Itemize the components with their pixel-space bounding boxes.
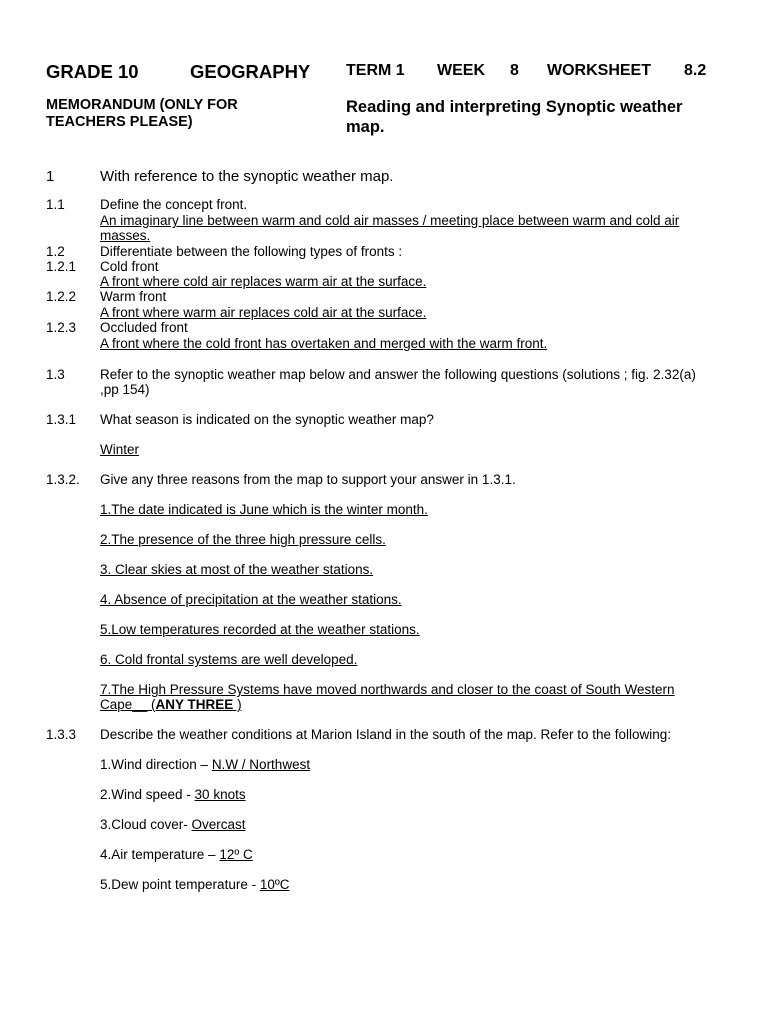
weather-item (100, 757, 310, 772)
term-label: TERM 1 (346, 62, 405, 79)
reason-item: 6. Cold frontal systems are well developed. (100, 652, 358, 667)
reason-item: 1.The date indicated is June which is the winter month. (100, 502, 428, 517)
question-number: 1.3 (46, 367, 65, 382)
grade-label: GRADE 10 (46, 61, 139, 82)
question-text: Cold front (100, 259, 159, 274)
reason-item: 5.Low temperatures recorded at the weather stations. (100, 622, 420, 637)
reason-item (100, 697, 242, 712)
reason-text: Cape__ ( (100, 697, 156, 712)
question-text: With reference to the synoptic weather map. (100, 168, 394, 185)
reason-item: 3. Clear skies at most of the weather stations. (100, 562, 374, 577)
answer-text: A front where warm air replaces cold air at the surface. (100, 305, 427, 320)
question-text: Give any three reasons from the map to support your answer in 1.3.1. (100, 472, 516, 487)
memo-line-1: MEMORANDUM (ONLY FOR (46, 97, 238, 113)
question-number: 1.3.3 (46, 727, 77, 742)
topic-title (346, 97, 682, 137)
worksheet-label: WORKSHEET (547, 62, 651, 79)
answer-text: Winter (100, 442, 140, 457)
weather-item (100, 787, 246, 802)
weather-label: 3.Cloud cover- (100, 817, 192, 832)
question-number: 1 (46, 168, 55, 185)
memorandum-title (46, 97, 238, 131)
reason-item: 4. Absence of precipitation at the weather stations. (100, 592, 402, 607)
question-number: 1.3.2. (46, 472, 80, 487)
weather-value: 12º C (219, 847, 253, 862)
weather-item (100, 847, 253, 862)
question-text: Warm front (100, 289, 167, 304)
answer-text: A front where cold air replaces warm air at the surface. (100, 274, 427, 289)
any-three-note: ANY THREE (155, 697, 234, 712)
question-text: Occluded front (100, 320, 188, 335)
week-label: WEEK (437, 62, 485, 79)
question-text: Define the concept front. (100, 197, 248, 212)
question-text: What season is indicated on the synoptic weather map? (100, 412, 434, 427)
question-number: 1.2 (46, 244, 65, 259)
weather-value: 10ºC (259, 877, 290, 892)
topic-line-2: map. (346, 118, 385, 136)
question-number: 1.2.1 (46, 259, 77, 274)
answer-text: masses. (100, 228, 151, 243)
weather-value: Overcast (191, 817, 246, 832)
weather-label: 4.Air temperature – (100, 847, 220, 862)
reason-item: 2.The presence of the three high pressure cells. (100, 532, 386, 547)
weather-item (100, 877, 290, 892)
question-text: Describe the weather conditions at Marion Island in the south of the map. Refer to the following: (100, 727, 672, 742)
question-text: Differentiate between the following types of fronts : (100, 244, 403, 259)
question-number: 1.3.1 (46, 412, 77, 427)
subject-label: GEOGRAPHY (190, 61, 311, 82)
week-number: 8 (510, 62, 519, 79)
reason-item: 7.The High Pressure Systems have moved northwards and closer to the coast of South Western (100, 682, 675, 697)
weather-value: N.W / Northwest (211, 757, 311, 772)
question-text: Refer to the synoptic weather map below and answer the following questions (solutions ; fig. 2.32(a) (100, 367, 696, 382)
memo-line-2: TEACHERS PLEASE) (46, 114, 193, 130)
question-number: 1.1 (46, 197, 65, 212)
weather-label: 1.Wind direction – (100, 757, 212, 772)
answer-text: An imaginary line between warm and cold air masses / meeting place between warm and cold air (100, 213, 680, 228)
reason-text: ) (233, 697, 242, 712)
weather-label: 2.Wind speed - (100, 787, 195, 802)
question-text: ,pp 154) (100, 382, 150, 397)
topic-line-1: Reading and interpreting Synoptic weather (346, 98, 683, 116)
question-number: 1.2.2 (46, 289, 77, 304)
worksheet-number: 8.2 (684, 62, 707, 79)
question-number: 1.2.3 (46, 320, 77, 335)
weather-value: 30 knots (194, 787, 246, 802)
weather-label: 5.Dew point temperature - (100, 877, 260, 892)
answer-text: A front where the cold front has overtaken and merged with the warm front. (100, 336, 548, 351)
weather-item (100, 817, 246, 832)
